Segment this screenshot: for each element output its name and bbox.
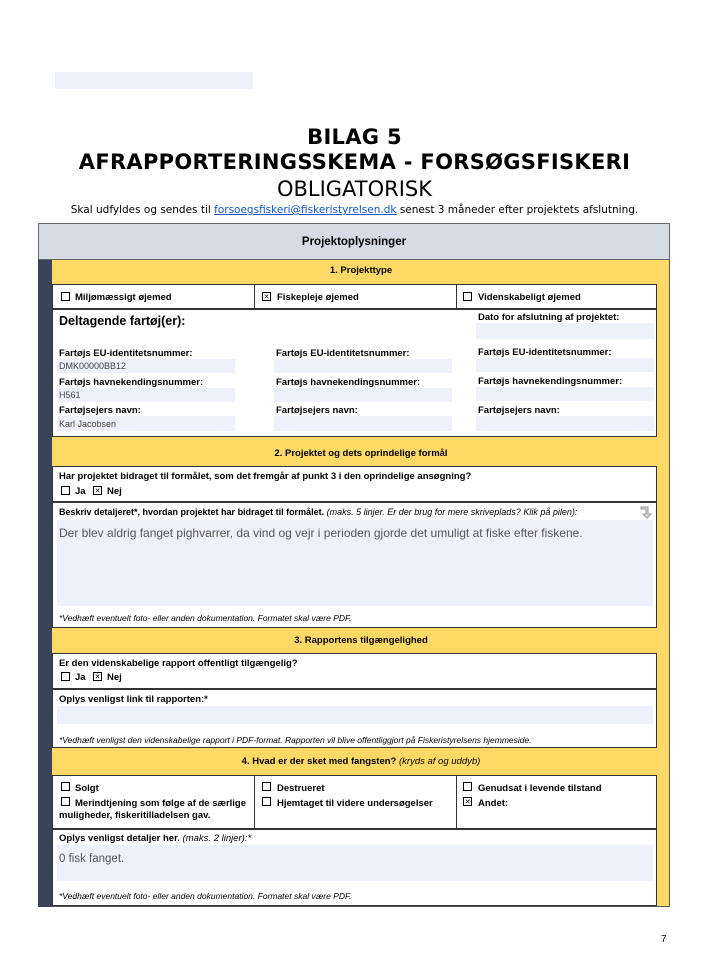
checkbox-extra-income[interactable]: [61, 797, 70, 806]
vessels-label: Deltagende fartøj(er):: [59, 314, 186, 328]
eu-value-1: DMK00000BB12: [59, 361, 127, 371]
harbour-label-2: Fartøjs havnekendingsnummer:: [276, 377, 421, 388]
page-title: BILAG 5: [307, 125, 402, 149]
report-no-label: Nej: [107, 672, 122, 683]
form-header: [38, 223, 670, 260]
checkbox-purpose-yes[interactable]: [61, 486, 70, 495]
describe-label: [59, 507, 577, 517]
option-scientific: Videnskabeligt øjemed: [478, 292, 581, 303]
checkbox-environmental[interactable]: [61, 292, 70, 301]
section2-note: *Vedhæft eventuelt foto- eller anden dokumentation. Formatet skal være PDF.: [59, 613, 352, 623]
section4-heading-bold: 4. Hvad er der sket med fangsten?: [241, 756, 397, 767]
details-value: 0 fisk fanget.: [59, 853, 125, 865]
option-returned: Genudsat i levende tilstand: [478, 783, 602, 794]
mandatory-label: OBLIGATORISK: [276, 177, 433, 201]
option-destroyed: Destrueret: [277, 783, 325, 794]
owner-field-3[interactable]: [476, 416, 654, 431]
section3-note: *Vedhæft venligst den videnskabelige rapport i PDF-format. Rapporten vil blive offentliggjort på Fiskeristyrelsens hjemmeside.: [59, 735, 532, 745]
section4-note: *Vedhæft eventuelt foto- eller anden dokumentation. Formatet skal være PDF.: [59, 891, 352, 901]
harbour-field-3[interactable]: [476, 387, 654, 401]
eu-field-3[interactable]: [476, 358, 654, 372]
page-number: 7: [661, 934, 667, 945]
harbour-field-1[interactable]: [57, 388, 235, 402]
instruction-text: [0, 204, 709, 216]
checkbox-destroyed[interactable]: [262, 782, 271, 791]
section2-heading: 2. Projektet og dets oprindelige formål: [274, 448, 448, 459]
option-sold: Solgt: [75, 783, 99, 794]
checkbox-sold[interactable]: [61, 782, 70, 791]
option-extra-income-line2: muligheder, fiskeritilladelsen gav.: [59, 810, 211, 821]
eu-field-2[interactable]: [274, 359, 452, 373]
eu-label-1: Fartøjs EU-identitetsnummer:: [59, 348, 193, 359]
owner-field-2[interactable]: [274, 416, 452, 431]
harbour-label-3: Fartøjs havnekendingsnummer:: [478, 376, 623, 387]
form-title: Projektoplysninger: [301, 236, 407, 248]
purpose-question: Har projektet bidraget til formålet, som det fremgår af punkt 3 i den oprindelige ansøgning?: [59, 471, 472, 482]
form-sidebar: [38, 260, 52, 907]
checkbox-scientific[interactable]: [463, 292, 472, 301]
checkbox-returned[interactable]: [463, 782, 472, 791]
harbour-label-1: Fartøjs havnekendingsnummer:: [59, 377, 204, 388]
details-label-bold: Oplys venligst detaljer her.: [59, 833, 180, 844]
option-environmental: Miljømæssigt øjemed: [75, 292, 172, 303]
owner-value-1: Karl Jacobsen: [59, 419, 117, 429]
describe-label-bold: Beskriv detaljeret*, hvordan projektet har bidraget til formålet.: [59, 507, 325, 517]
checkbox-report-yes[interactable]: [61, 672, 70, 681]
checkbox-other[interactable]: [463, 797, 472, 806]
section1-heading: 1. Projekttype: [329, 265, 393, 276]
report-link-field[interactable]: [57, 706, 653, 724]
instruction-pre: Skal udfyldes og sendes til: [70, 204, 215, 216]
report-link-label: Oplys venligst link til rapporten:*: [59, 694, 208, 705]
owner-label-2: Fartøjsejers navn:: [276, 405, 358, 416]
describe-label-italic: (maks. 5 linjer. Er der brug for mere skriveplads? Klik på pilen):: [324, 507, 578, 517]
eu-label-2: Fartøjs EU-identitetsnummer:: [276, 348, 410, 359]
harbour-value-1: H561: [59, 390, 81, 400]
details-label: [59, 833, 251, 844]
header-field[interactable]: [55, 72, 253, 89]
details-field[interactable]: [57, 845, 653, 881]
purpose-yes-label: Ja: [75, 486, 86, 497]
report-question: Er den videnskabelige rapport offentligt tilgængelig?: [59, 658, 298, 669]
email-link[interactable]: forsoegsfiskeri@fiskeristyrelsen.dk: [214, 204, 397, 216]
purpose-no-label: Nej: [107, 486, 122, 497]
checkbox-fishcare[interactable]: [262, 292, 271, 301]
option-research: Hjemtaget til videre undersøgelser: [277, 798, 433, 809]
option-extra-income-line1: Merindtjening som følge af de særlige: [75, 798, 247, 809]
owner-label-1: Fartøjsejers navn:: [59, 405, 141, 416]
harbour-field-2[interactable]: [274, 388, 452, 402]
option-fishcare: Fiskepleje øjemed: [277, 292, 359, 303]
expand-arrow-icon[interactable]: [639, 505, 653, 519]
checkbox-report-no[interactable]: [93, 672, 102, 681]
report-yes-label: Ja: [75, 672, 86, 683]
option-other: Andet:: [478, 798, 509, 809]
owner-label-3: Fartøjsejers navn:: [478, 405, 560, 416]
section4-heading: [52, 752, 670, 771]
eu-label-3: Fartøjs EU-identitetsnummer:: [478, 347, 612, 358]
page-subtitle: AFRAPPORTERINGSSKEMA - FORSØGSFISKERI: [78, 150, 631, 174]
checkbox-research[interactable]: [262, 797, 271, 806]
end-date-label: Dato for afslutning af projektet:: [478, 312, 620, 323]
section3-heading: 3. Rapportens tilgængelighed: [294, 635, 428, 646]
checkbox-purpose-no[interactable]: [93, 486, 102, 495]
section4-heading-italic: (kryds af og uddyb): [396, 756, 481, 767]
details-label-italic: (maks. 2 linjer):*: [179, 833, 252, 844]
describe-answer: Der blev aldrig fanget pighvarrer, da vind og vejr i perioden gjorde det umuligt at fiske efter fiskene.: [59, 526, 583, 540]
instruction-post: senest 3 måneder efter projektets afslutning.: [396, 204, 639, 216]
end-date-field[interactable]: [476, 323, 654, 339]
